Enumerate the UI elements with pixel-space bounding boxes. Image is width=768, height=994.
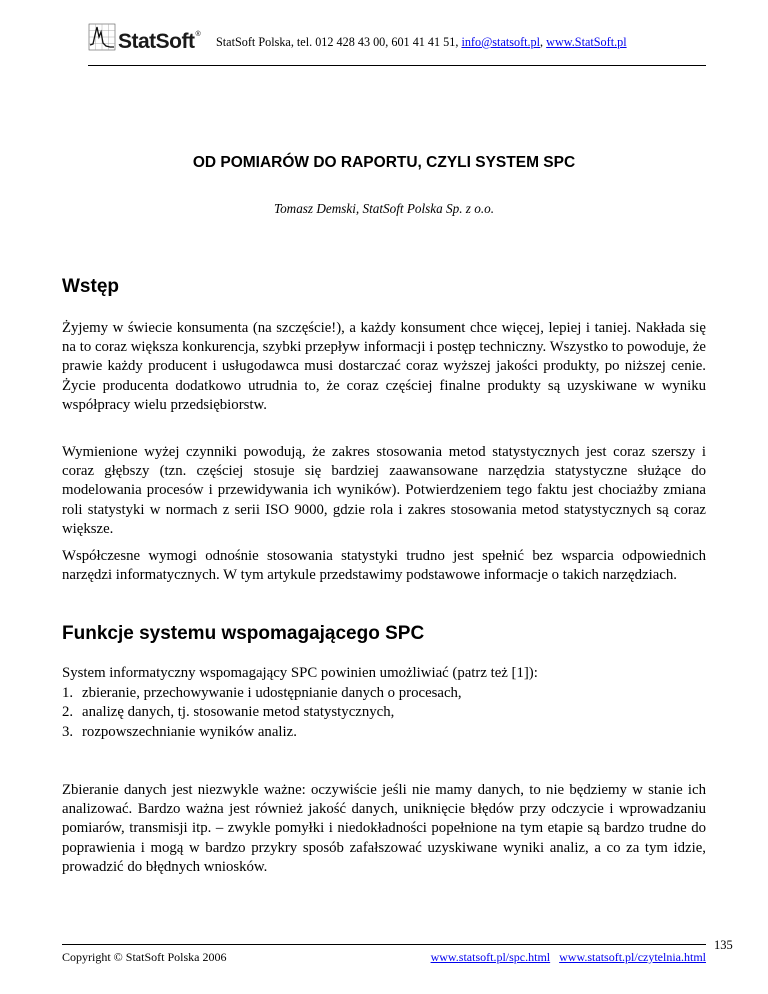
section-heading-introduction: Wstęp [62, 276, 119, 297]
paragraph: Współczesne wymogi odnośnie stosowania statystyki trudno jest spełnić bez wsparcia odpowiednich narzędzi informatycznych. W tym artykule przedstawimy podstawowe informacje o takich narzędziach. [62, 548, 706, 584]
website-link[interactable]: www.StatSoft.pl [546, 35, 627, 49]
page-header [88, 18, 706, 66]
paragraph: Zbieranie danych jest niezwykle ważne: oczywiście jeśli nie mamy danych, to nie będziemy w stanie ich analizować. Bardzo ważna jest również jakość danych, uniknięcie błędów przy odczycie i wprowadzaniu pomiarów, transmisji itp. – zwykle pomyłki i niedokładności popełnione na tym etapie są bardzo trudne do poprawienia i mogą w bardzo przykry sposób zafałszować uzyskiwane wyniki analiz, a co za tym idzie, prowadzić do błędnych wniosków. [62, 782, 706, 875]
paragraph: Żyjemy w świecie konsumenta (na szczęście!), a każdy konsument chce więcej, lepiej i taniej. Nakłada się na to coraz większa konkurencja, szybki przepływ informacji i postęp techniczny. Wszystko to powoduje, że prawie każdy producent i usługodawca musi dostarczać coraz wyższej jakości produkty, po niższej cenie. Życie producenta dodatkowo utrudnia to, że coraz częściej finalne produkty są uzyskiwane w wyniku współpracy wielu przedsiębiorstw. [62, 320, 706, 413]
logo-text: StatSoft [118, 30, 195, 53]
author-line: Tomasz Demski, StatSoft Polska Sp. z o.o. [273, 201, 495, 216]
list-intro: System informatyczny wspomagający SPC powinien umożliwiać (patrz też [1]): [62, 665, 538, 681]
footer-copyright: Copyright © StatSoft Polska 2006 [62, 950, 227, 964]
list-text: analizę danych, tj. stosowanie metod statystycznych, [82, 704, 395, 721]
spc-page-link[interactable]: www.statsoft.pl/spc.html [430, 950, 551, 964]
list-number: 3. [62, 723, 74, 740]
email-link[interactable]: info@statsoft.pl [461, 35, 541, 49]
statsoft-logo [88, 22, 201, 52]
registered-mark: ® [195, 30, 201, 38]
numbered-list [62, 684, 706, 742]
header-divider [88, 65, 706, 66]
list-item [62, 703, 706, 722]
list-number: 1. [62, 685, 74, 701]
statsoft-chart-logo-icon [88, 23, 116, 51]
list-item [62, 684, 706, 703]
contact-separator: , [540, 35, 547, 49]
header-contact [216, 35, 627, 50]
page-title: OD POMIARÓW DO RAPORTU, CZYLI SYSTEM SPC [192, 154, 576, 171]
page-number: 135 [714, 938, 733, 952]
paragraph: Wymienione wyżej czynniki powodują, że zakres stosowania metod statystycznych jest coraz szerszy i coraz głębszy (tzn. częściej stosuje się bardziej zaawansowane narzędzia statystyczne służące do modelowania procesów i przewidywania ich wyników). Potwierdzeniem tego faktu jest chociażby zmiana roli statystyki w normach z serii ISO 9000, gdzie rola i zakres stosowania metod statystycznych są coraz większe. [62, 444, 706, 537]
contact-text: StatSoft Polska, tel. 012 428 43 00, 601 41 41 51, [216, 35, 462, 49]
footer-links [425, 950, 706, 965]
list-text: rozpowszechnianie wyników analiz. [82, 723, 297, 740]
reading-room-link[interactable]: www.statsoft.pl/czytelnia.html [559, 950, 706, 964]
section-heading-spc-functions: Funkcje systemu wspomagającego SPC [62, 623, 425, 644]
footer-divider [62, 944, 706, 945]
list-number: 2. [62, 704, 74, 721]
list-item [62, 723, 706, 742]
list-text: zbieranie, przechowywanie i udostępnianie danych o procesach, [82, 685, 462, 701]
